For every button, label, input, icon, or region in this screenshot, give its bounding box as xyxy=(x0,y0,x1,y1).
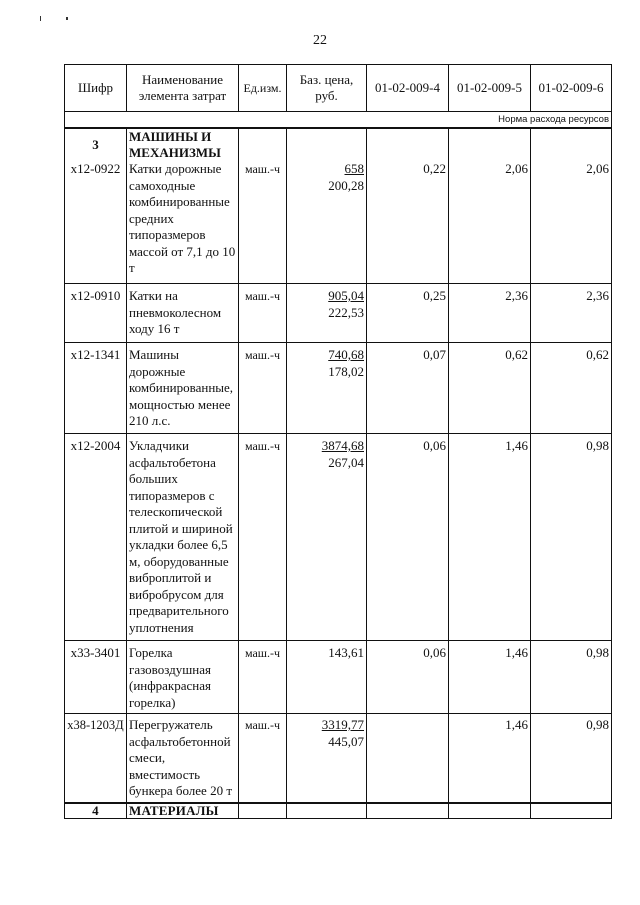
section-title: МАТЕРИАЛЫ xyxy=(127,803,239,819)
norm-value-2: 2,36 xyxy=(449,284,531,343)
empty-cell xyxy=(287,803,367,819)
empty-cell xyxy=(531,803,612,819)
base-price-sub: 200,28 xyxy=(328,177,364,193)
resource-name: Катки дорожные самоходные комбинированные средних типоразмеров массой от 7,1 до 10 т xyxy=(129,161,236,275)
unit-cell xyxy=(239,128,287,284)
price-cell xyxy=(287,434,367,641)
table-row xyxy=(65,284,612,343)
base-price: 740,68 xyxy=(328,347,364,362)
resource-name: Катки на пневмоколесном ходу 16 т xyxy=(127,284,239,343)
norm-value-2: 1,46 xyxy=(449,641,531,714)
norm-value-3: 0,98 xyxy=(531,434,612,641)
unit-value: маш.-ч xyxy=(239,714,287,804)
norm-caption-row xyxy=(65,112,612,129)
norm-value-2: 0,62 xyxy=(449,343,531,434)
base-price-sub: 445,07 xyxy=(328,733,364,749)
empty-cell xyxy=(449,803,531,819)
unit-value: маш.-ч xyxy=(239,343,287,434)
name-cell xyxy=(127,128,239,284)
resource-code: х12-0910 xyxy=(65,284,127,343)
table-row xyxy=(65,434,612,641)
resource-code: х12-2004 xyxy=(65,434,127,641)
table-row xyxy=(65,641,612,714)
empty-cell xyxy=(367,803,449,819)
price-cell xyxy=(287,128,367,284)
header-unit: Ед.изм. xyxy=(239,65,287,112)
norm-value-3: 2,36 xyxy=(531,284,612,343)
table-row xyxy=(65,714,612,804)
resource-name: Укладчики асфальтобетона больших типоразмеров с телескопической плитой и шириной укладки более 6,5 м, оборудованные виброплитой и вибробрусом для предварительного уплотнения xyxy=(127,434,239,641)
resource-code: х38-1203Д xyxy=(65,714,127,804)
norm-value-1: 0,25 xyxy=(367,284,449,343)
norm-value-2: 2,06 xyxy=(449,128,531,284)
empty-cell xyxy=(239,803,287,819)
price-cell xyxy=(287,714,367,804)
header-col1: 01-02-009-4 xyxy=(367,65,449,112)
resource-code: х33-3401 xyxy=(65,641,127,714)
base-price-sub: 178,02 xyxy=(328,363,364,379)
norm-value-1 xyxy=(367,714,449,804)
norm-value-3: 2,06 xyxy=(531,128,612,284)
norm-value-1: 0,06 xyxy=(367,641,449,714)
resource-code: х12-0922 xyxy=(70,161,121,176)
base-price: 905,04 xyxy=(328,288,364,303)
header-price: Баз. цена, руб. xyxy=(287,65,367,112)
base-price: 3874,68 xyxy=(321,438,364,453)
price-cell xyxy=(287,284,367,343)
base-price: 658 xyxy=(344,161,364,176)
scan-mark xyxy=(40,16,41,21)
unit-value: маш.-ч xyxy=(239,284,287,343)
norm-caption: Норма расхода ресурсов xyxy=(65,112,612,129)
unit-value: маш.-ч xyxy=(239,641,287,714)
norm-value-1: 0,06 xyxy=(367,434,449,641)
table-row xyxy=(65,128,612,284)
section-code: 4 xyxy=(65,803,127,819)
table-row xyxy=(65,343,612,434)
page-number: 22 xyxy=(313,33,327,48)
norm-value-1: 0,22 xyxy=(367,128,449,284)
norm-value-2: 1,46 xyxy=(449,714,531,804)
norm-value-3: 0,62 xyxy=(531,343,612,434)
base-price-sub: 267,04 xyxy=(328,454,364,470)
header-row xyxy=(65,65,612,112)
header-name: Наименование элемента затрат xyxy=(127,65,239,112)
header-col2: 01-02-009-5 xyxy=(449,65,531,112)
header-col3: 01-02-009-6 xyxy=(531,65,612,112)
price-cell xyxy=(287,641,367,714)
section-title: МАШИНЫ И МЕХАНИЗМЫ xyxy=(129,129,221,160)
scan-mark xyxy=(66,17,68,20)
code-cell xyxy=(65,128,127,284)
norm-value-2: 1,46 xyxy=(449,434,531,641)
norm-value-3: 0,98 xyxy=(531,714,612,804)
base-price: 3319,77 xyxy=(321,717,364,732)
unit-value: маш.-ч xyxy=(239,434,287,641)
base-price: 143,61 xyxy=(328,645,364,660)
resource-name: Перегружатель асфальтобетонной смеси, вместимость бункера более 20 т xyxy=(127,714,239,804)
norm-value-1: 0,07 xyxy=(367,343,449,434)
price-cell xyxy=(287,343,367,434)
unit-value: маш.-ч xyxy=(244,162,281,176)
resource-name: Горелка газовоздушная (инфракрасная горелка) xyxy=(127,641,239,714)
cost-table xyxy=(64,64,612,819)
resource-code: х12-1341 xyxy=(65,343,127,434)
resource-name: Машины дорожные комбинированные, мощностью менее 210 л.с. xyxy=(127,343,239,434)
norm-value-3: 0,98 xyxy=(531,641,612,714)
base-price-sub: 222,53 xyxy=(328,304,364,320)
section-row xyxy=(65,803,612,819)
header-code: Шифр xyxy=(65,65,127,112)
section-code: 3 xyxy=(92,137,99,152)
